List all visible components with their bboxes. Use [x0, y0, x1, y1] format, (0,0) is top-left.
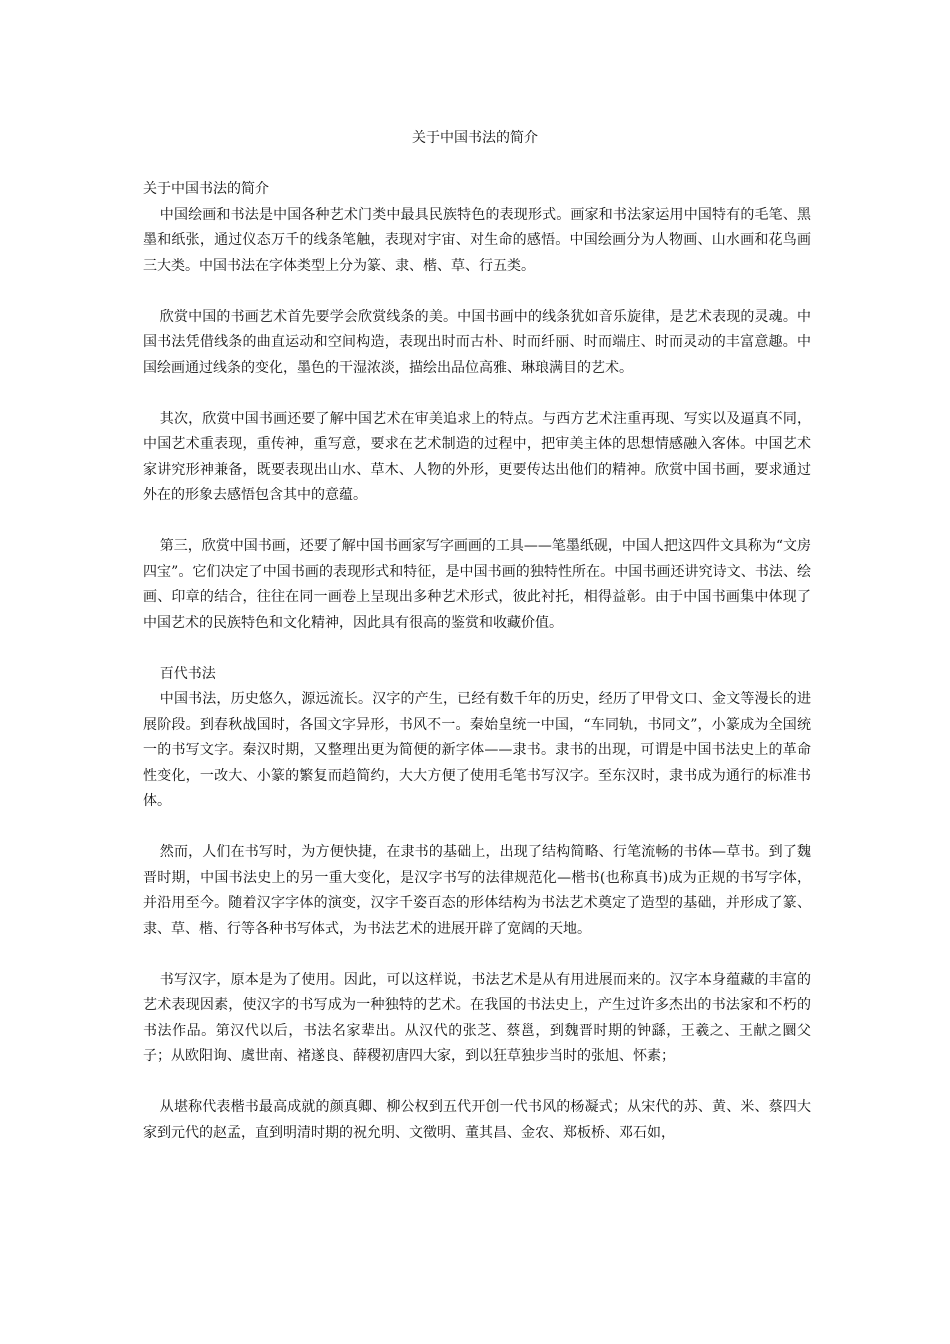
paragraph-gap	[143, 509, 811, 535]
section-heading: 关于中国书法的简介	[143, 181, 269, 197]
paragraph-gap	[143, 636, 811, 662]
paragraph: 其次，欣赏中国书画还要了解中国艺术在审美追求上的特点。与西方艺术注重再现、写实以及逼真不同，中国艺术重表现，重传神，重写意，要求在艺术制造的过程中，把审美主体的思想情感融入客体。中国艺术家讲究形神兼备，既要表现出山水、草木、人物的外形，更要传达出他们的精神。欣赏中国书画，要求通过外在的形象去感悟包含其中的意蕴。	[143, 410, 811, 503]
section-heading: 百代书法	[159, 665, 216, 682]
document-body	[143, 177, 811, 1146]
paragraph-gap	[143, 942, 811, 968]
paragraph-gap	[143, 279, 811, 305]
paragraph-gap	[143, 1070, 811, 1096]
paragraph: 书写汉字，原本是为了使用。因此，可以这样说，书法艺术是从有用进展而来的。汉字本身蕴藏的丰富的艺术表现因素，使汉字的书写成为一种独特的艺术。在我国的书法史上，产生过许多杰出的书法家和不朽的书法作品。第汉代以后，书法名家辈出。从汉代的张芝、蔡邕，到魏晋时期的钟繇，王羲之、王献之圜父子；从欧阳询、虞世南、褚遂良、薛稷初唐四大家，到以狂草独步当时的张旭、怀素；	[143, 971, 811, 1064]
paragraph-gap	[143, 381, 811, 407]
paragraph: 中国书法，历史悠久，源远流长。汉字的产生，已经有数千年的历史，经历了甲骨文口、金文等漫长的进展阶段。到春秋战国时，各国文字异形，书风不一。秦始皇统一中国，“车同轨，书同文”，小篆成为全国统一的书写文字。秦汉时期，又整理出更为简便的新字体——隶书。隶书的出现，可谓是中国书法史上的革命性变化，一改大、小篆的繁复而趋简约，大大方便了使用毛笔书写汉字。至东汉时，隶书成为通行的标准书体。	[143, 691, 811, 809]
paragraph: 然而，人们在书写时，为方便快捷，在隶书的基础上，出现了结构简略、行笔流畅的书体—草书。到了魏晋时期，中国书法史上的另一重大变化，是汉字书写的法律规范化—楷书(也称真书)成为正规的书写字体，并沿用至今。随着汉字字体的演变，汉字千姿百态的形体结构为书法艺术奠定了造型的基础，并形成了篆、隶、草、楷、行等各种书写体式，为书法艺术的进展开辟了宽阔的天地。	[143, 844, 811, 937]
document-title: 关于中国书法的简介	[412, 130, 538, 146]
paragraph: 欣赏中国的书画艺术首先要学会欣赏线条的美。中国书画中的线条犹如音乐旋律，是艺术表现的灵魂。中国书法凭借线条的曲直运动和空间构造，表现出时而古朴、时而纤丽、时而端庄、时而灵动的丰富意趣。中国绘画通过线条的变化，墨色的干湿浓淡，描绘出品位高雅、琳琅满目的艺术。	[143, 308, 811, 376]
paragraph: 中国绘画和书法是中国各种艺术门类中最具民族特色的表现形式。画家和书法家运用中国特有的毛笔、黑墨和纸张，通过仪态万千的线条笔触，表现对宇宙、对生命的感悟。中国绘画分为人物画、山水画和花鸟画三大类。中国书法在字体类型上分为篆、隶、楷、草、行五类。	[143, 206, 811, 274]
paragraph: 第三，欣赏中国书画，还要了解中国书画家写字画画的工具——笔墨纸砚，中国人把这四件文具称为“文房四宝”。它们决定了中国书画的表现形式和特征，是中国书画的独特性所在。中国书画还讲究诗文、书法、绘画、印章的结合，往往在同一画卷上呈现出多种艺术形式，彼此衬托，相得益彰。由于中国书画集中体现了中国艺术的民族特色和文化精神，因此具有很高的鉴赏和收藏价值。	[143, 538, 811, 631]
paragraph-gap	[143, 815, 811, 841]
paragraph: 从堪称代表楷书最高成就的颜真卿、柳公权到五代开创一代书风的杨凝式；从宋代的苏、黄、米、蔡四大家到元代的赵孟，直到明清时期的祝允明、文徵明、董其昌、金农、郑板桥、邓石如，	[143, 1099, 811, 1141]
